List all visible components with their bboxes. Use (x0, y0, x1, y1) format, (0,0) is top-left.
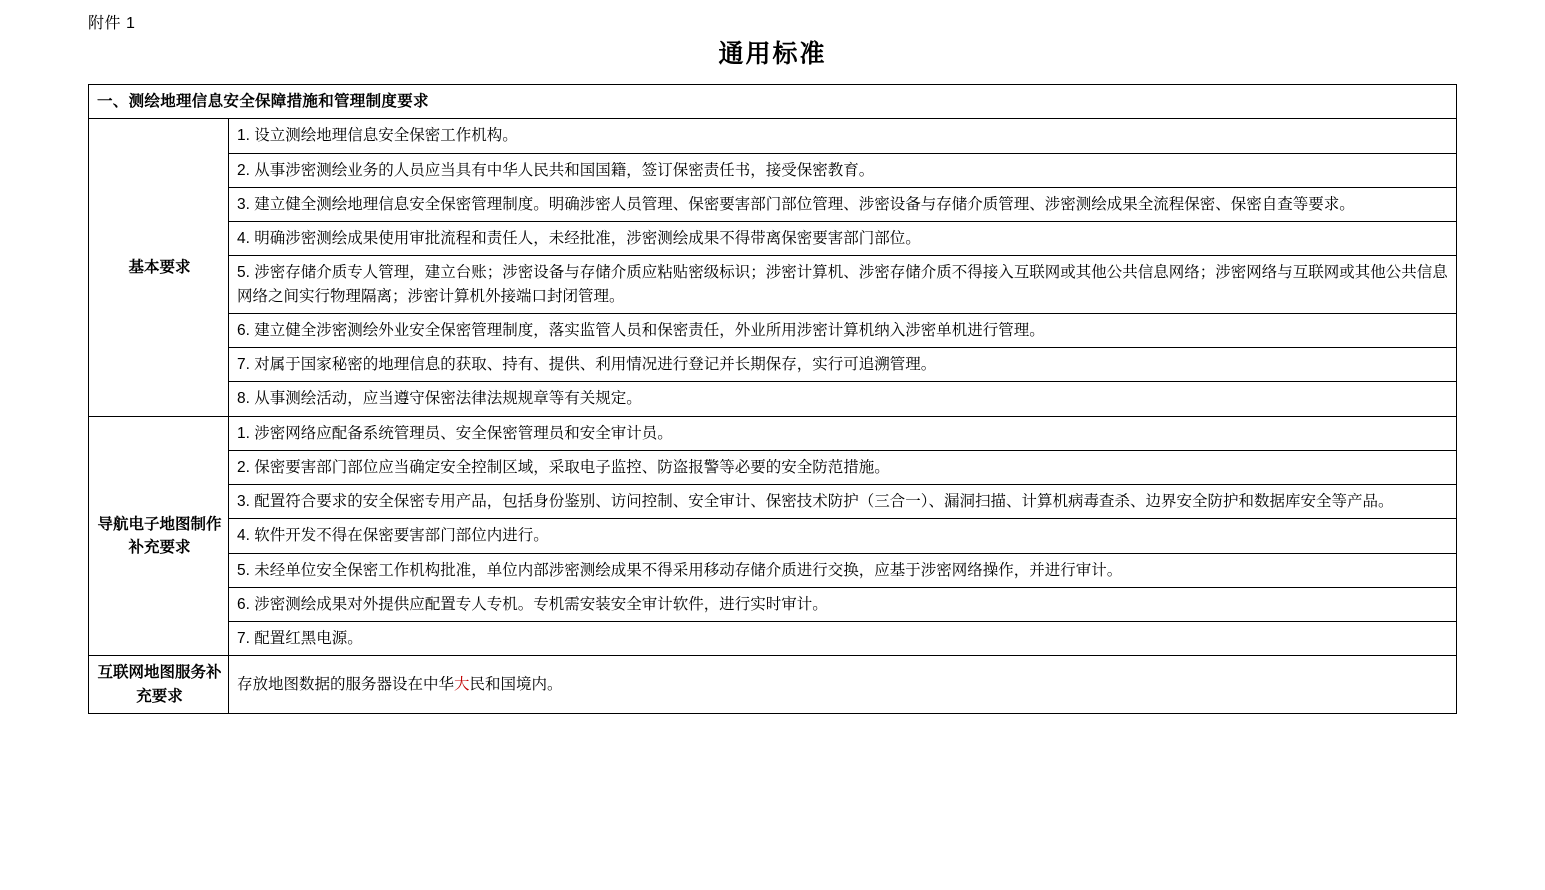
table-row (89, 313, 1457, 347)
table-row (89, 119, 1457, 153)
requirement-item: 2. 从事涉密测绘业务的人员应当具有中华人民共和国国籍，签订保密责任书，接受保密教育。 (229, 153, 1457, 187)
requirement-item: 6. 涉密测绘成果对外提供应配置专人专机。专机需安装安全审计软件，进行实时审计。 (229, 587, 1457, 621)
table-row (89, 519, 1457, 553)
requirement-item: 4. 软件开发不得在保密要害部门部位内进行。 (229, 519, 1457, 553)
requirement-item: 3. 配置符合要求的安全保密专用产品，包括身份鉴别、访问控制、安全审计、保密技术防护（三合一）、漏洞扫描、计算机病毒查杀、边界安全防护和数据库安全等产品。 (229, 485, 1457, 519)
requirement-item: 4. 明确涉密测绘成果使用审批流程和责任人，未经批准，涉密测绘成果不得带离保密要害部门部位。 (229, 222, 1457, 256)
table-row (89, 622, 1457, 656)
standards-table (88, 84, 1457, 714)
requirement-item: 1. 设立测绘地理信息安全保密工作机构。 (229, 119, 1457, 153)
requirement-item: 3. 建立健全测绘地理信息安全保密管理制度。明确涉密人员管理、保密要害部门部位管理、涉密设备与存储介质管理、涉密测绘成果全流程保密、保密自查等要求。 (229, 187, 1457, 221)
requirement-item: 1. 涉密网络应配备系统管理员、安全保密管理员和安全审计员。 (229, 416, 1457, 450)
requirement-item: 7. 对属于国家秘密的地理信息的获取、持有、提供、利用情况进行登记并长期保存，实行可追溯管理。 (229, 348, 1457, 382)
attachment-label: 附件 1 (88, 15, 136, 32)
row-label-basic-requirements: 基本要求 (89, 119, 229, 416)
table-row (89, 187, 1457, 221)
requirement-item: 2. 保密要害部门部位应当确定安全控制区域，采取电子监控、防盗报警等必要的安全防范措施。 (229, 450, 1457, 484)
table-row (89, 382, 1457, 416)
table-row (89, 553, 1457, 587)
table-row (89, 222, 1457, 256)
section-header: 一、测绘地理信息安全保障措施和管理制度要求 (89, 85, 1457, 119)
table-row (89, 485, 1457, 519)
row-label-navigation-map-requirements: 导航电子地图制作补充要求 (89, 416, 229, 656)
requirement-item: 7. 配置红黑电源。 (229, 622, 1457, 656)
page-title: 通用标准 (718, 41, 827, 68)
row-label-internet-map-service-requirements: 互联网地图服务补充要求 (89, 656, 229, 714)
requirement-item: 8. 从事测绘活动，应当遵守保密法律法规规章等有关规定。 (229, 382, 1457, 416)
requirement-item: 6. 建立健全涉密测绘外业安全保密管理制度，落实监管人员和保密责任，外业所用涉密计算机纳入涉密单机进行管理。 (229, 313, 1457, 347)
table-row (89, 656, 1457, 714)
requirement-item: 存放地图数据的服务器设在中华大民和国境内。 (229, 656, 1457, 714)
table-row (89, 587, 1457, 621)
table-section-header-row (89, 85, 1457, 119)
table-row (89, 256, 1457, 314)
requirement-item: 5. 未经单位安全保密工作机构批准，单位内部涉密测绘成果不得采用移动存储介质进行交换，应基于涉密网络操作，并进行审计。 (229, 553, 1457, 587)
table-row (89, 153, 1457, 187)
table-row (89, 416, 1457, 450)
requirement-item: 5. 涉密存储介质专人管理，建立台账；涉密设备与存储介质应粘贴密级标识；涉密计算机、涉密存储介质不得接入互联网或其他公共信息网络；涉密网络与互联网或其他公共信息网络之间实行物理隔离；涉密计算机外接端口封闭管理。 (229, 256, 1457, 314)
table-row (89, 450, 1457, 484)
table-row (89, 348, 1457, 382)
